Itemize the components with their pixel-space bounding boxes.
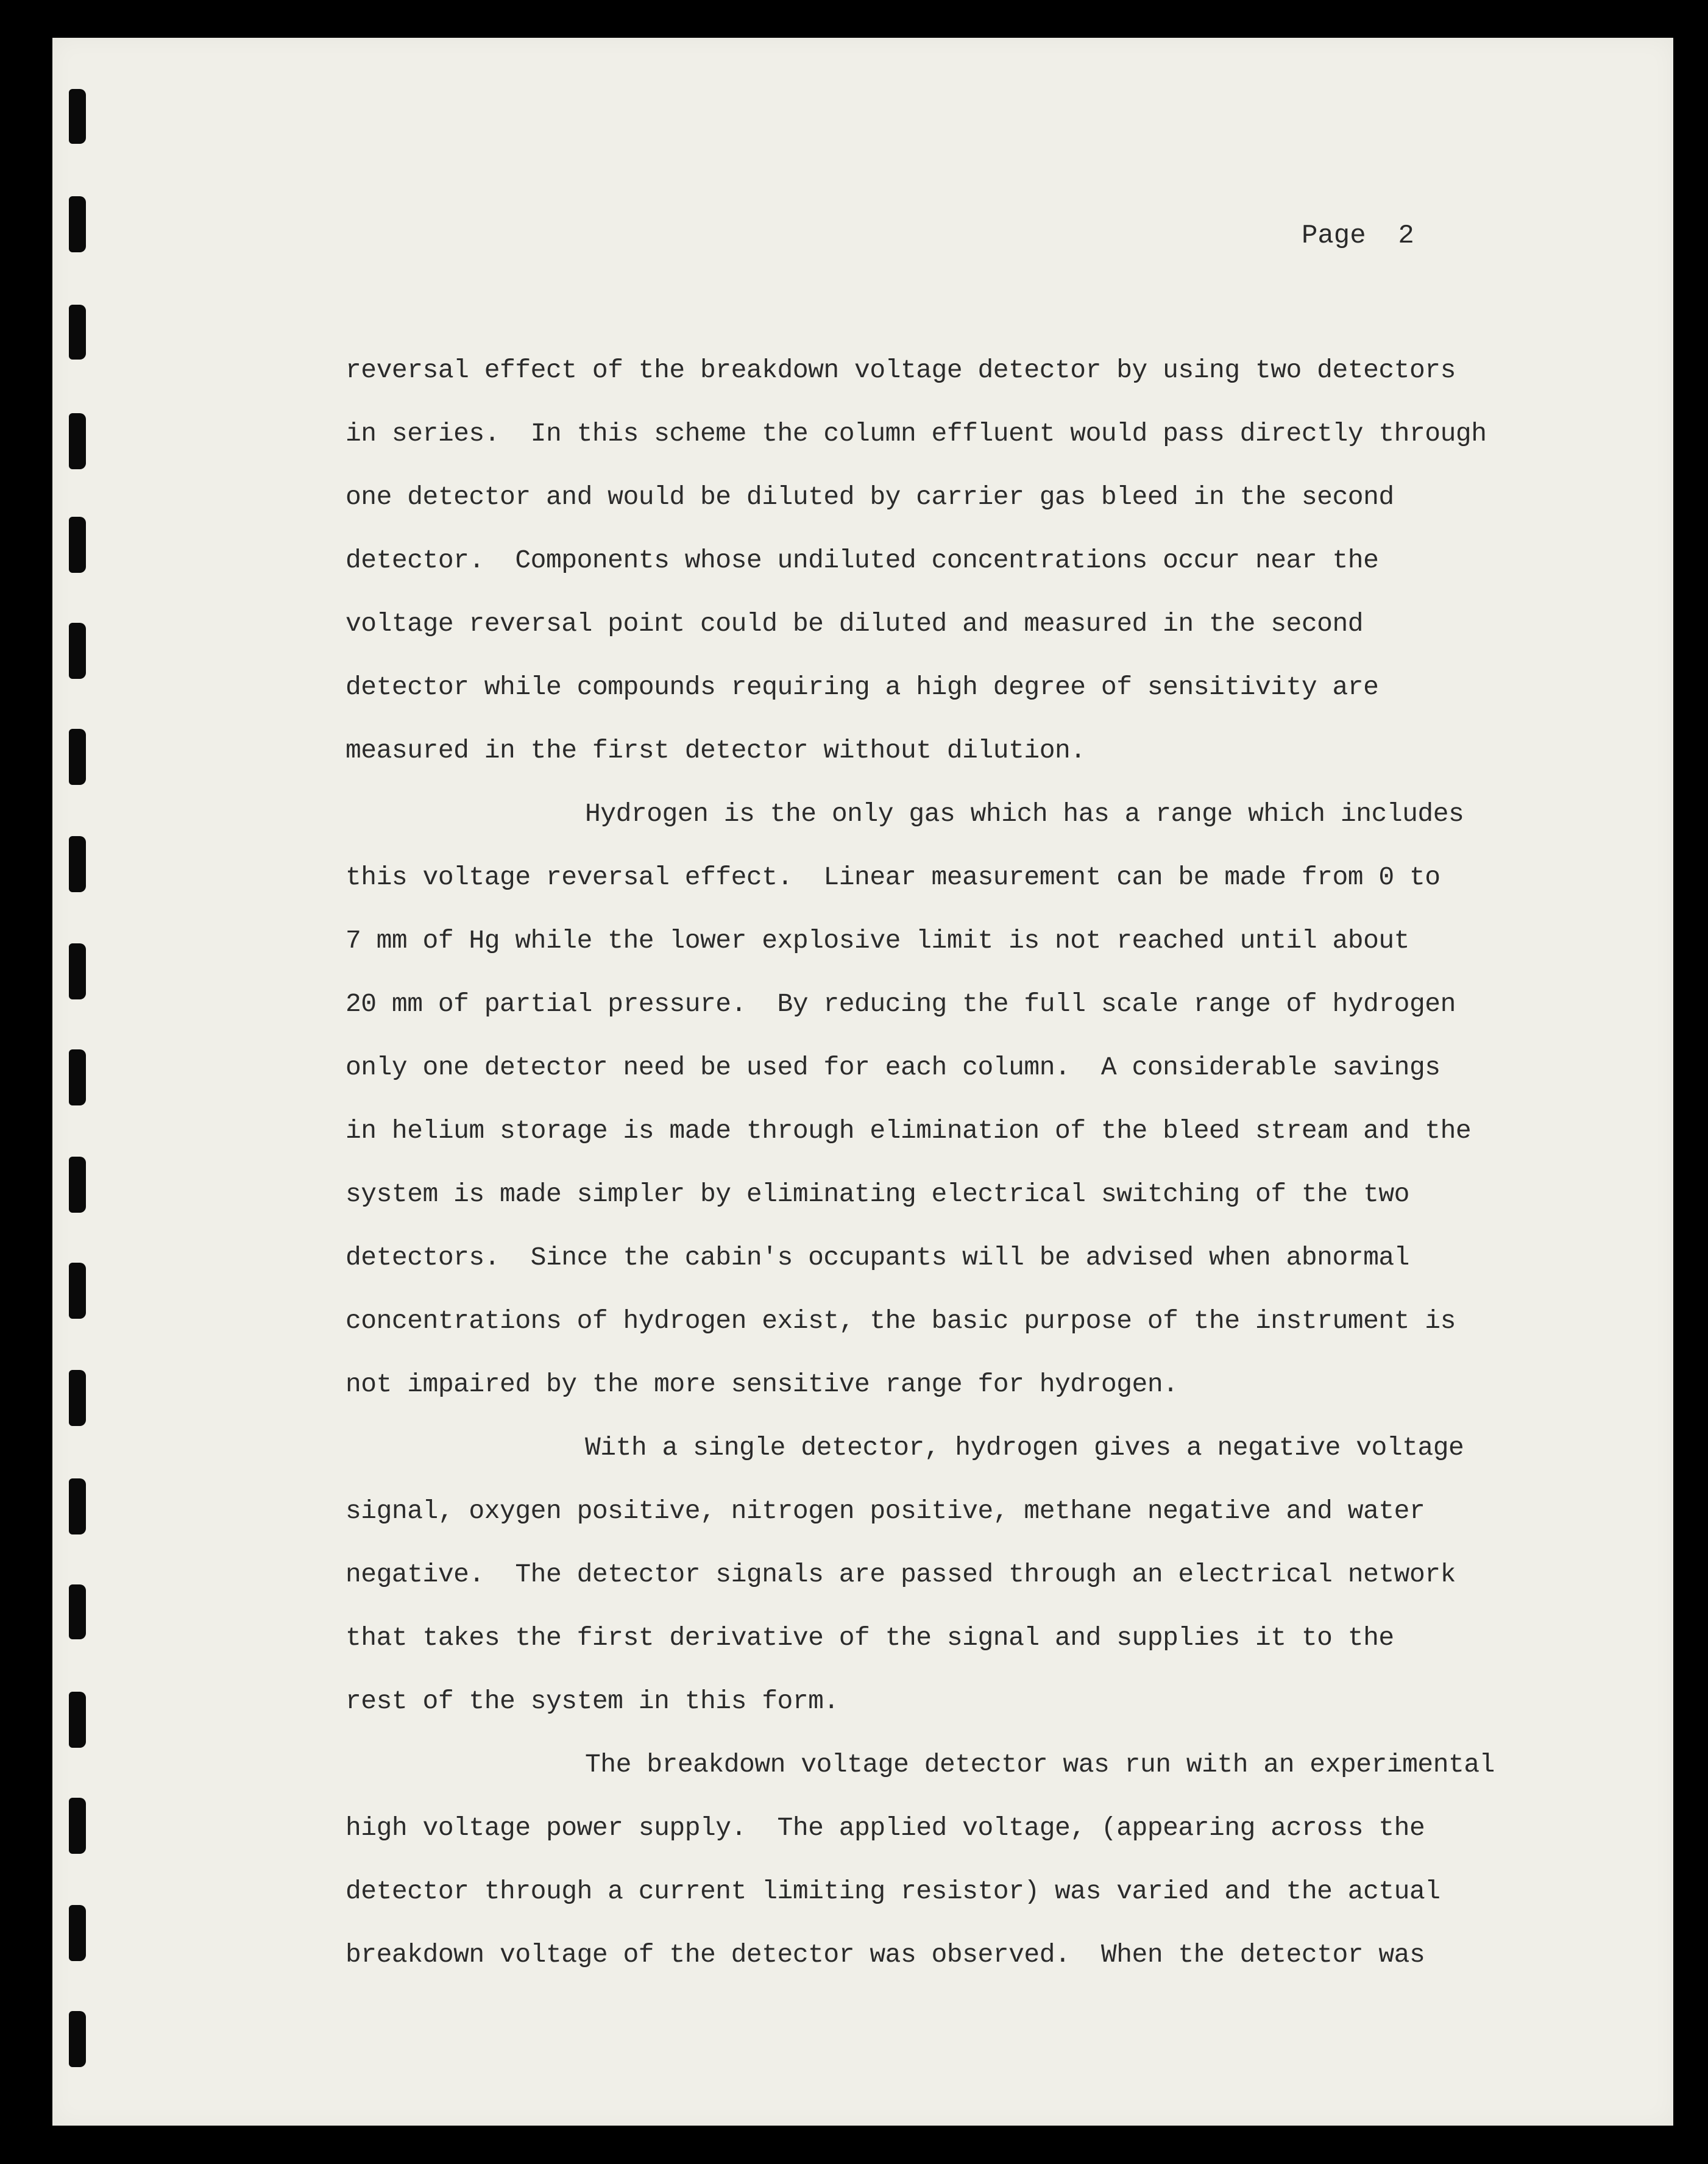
text-line: concentrations of hydrogen exist, the basic purpose of the instrument is xyxy=(345,1306,1456,1336)
binder-punch-holes xyxy=(0,0,97,2164)
text-line: high voltage power supply. The applied voltage, (appearing across the xyxy=(345,1813,1425,1843)
punch-hole xyxy=(69,1905,86,1961)
punch-hole xyxy=(69,1370,86,1426)
punch-hole xyxy=(69,517,86,573)
body-text xyxy=(345,339,1564,1987)
text-line: only one detector need be used for each column. A considerable savings xyxy=(345,1052,1440,1082)
punch-hole xyxy=(69,196,86,252)
text-line: system is made simpler by eliminating electrical switching of the two xyxy=(345,1179,1409,1209)
punch-hole xyxy=(69,1798,86,1854)
text-line: in helium storage is made through elimination of the bleed stream and the xyxy=(345,1116,1472,1146)
text-line: 7 mm of Hg while the lower explosive limit is not reached until about xyxy=(345,926,1409,956)
punch-hole xyxy=(69,943,86,999)
text-line: rest of the system in this form. xyxy=(345,1686,839,1716)
punch-hole xyxy=(69,1157,86,1213)
page-number: Page 2 xyxy=(1302,221,1414,251)
punch-hole xyxy=(69,1478,86,1534)
paragraph xyxy=(345,1416,1564,1733)
text-line: detector while compounds requiring a high degree of sensitivity are xyxy=(345,672,1379,702)
punch-hole xyxy=(69,305,86,360)
punch-hole xyxy=(69,89,86,144)
punch-hole xyxy=(69,729,86,785)
text-line: voltage reversal point could be diluted and measured in the second xyxy=(345,609,1364,639)
punch-hole xyxy=(69,836,86,892)
punch-hole xyxy=(69,413,86,469)
text-line: in series. In this scheme the column effluent would pass directly through xyxy=(345,419,1487,449)
text-line: negative. The detector signals are passed through an electrical network xyxy=(345,1559,1456,1589)
text-line: With a single detector, hydrogen gives a negative voltage xyxy=(585,1433,1464,1463)
text-line: signal, oxygen positive, nitrogen positive, methane negative and water xyxy=(345,1496,1425,1526)
punch-hole xyxy=(69,2011,86,2067)
text-line: detectors. Since the cabin's occupants will be advised when abnormal xyxy=(345,1243,1409,1272)
punch-hole xyxy=(69,1049,86,1105)
paragraph xyxy=(345,1733,1564,1987)
text-line: detector. Components whose undiluted concentrations occur near the xyxy=(345,545,1379,575)
text-line: 20 mm of partial pressure. By reducing the full scale range of hydrogen xyxy=(345,989,1456,1019)
punch-hole xyxy=(69,623,86,679)
text-line: detector through a current limiting resistor) was varied and the actual xyxy=(345,1876,1440,1906)
text-line: one detector and would be diluted by carrier gas bleed in the second xyxy=(345,482,1394,512)
text-line: not impaired by the more sensitive range for hydrogen. xyxy=(345,1369,1178,1399)
punch-hole xyxy=(69,1692,86,1748)
text-line: this voltage reversal effect. Linear measurement can be made from 0 to xyxy=(345,862,1440,892)
punch-hole xyxy=(69,1263,86,1319)
paragraph xyxy=(345,339,1564,782)
text-line: Hydrogen is the only gas which has a range which includes xyxy=(585,799,1464,829)
punch-hole xyxy=(69,1584,86,1639)
text-line: reversal effect of the breakdown voltage detector by using two detectors xyxy=(345,355,1456,385)
text-line: breakdown voltage of the detector was observed. When the detector was xyxy=(345,1940,1425,1970)
paragraph xyxy=(345,782,1564,1416)
text-line: The breakdown voltage detector was run with an experimental xyxy=(585,1750,1495,1779)
text-line: measured in the first detector without dilution. xyxy=(345,736,1086,765)
text-line: that takes the first derivative of the signal and supplies it to the xyxy=(345,1623,1394,1653)
